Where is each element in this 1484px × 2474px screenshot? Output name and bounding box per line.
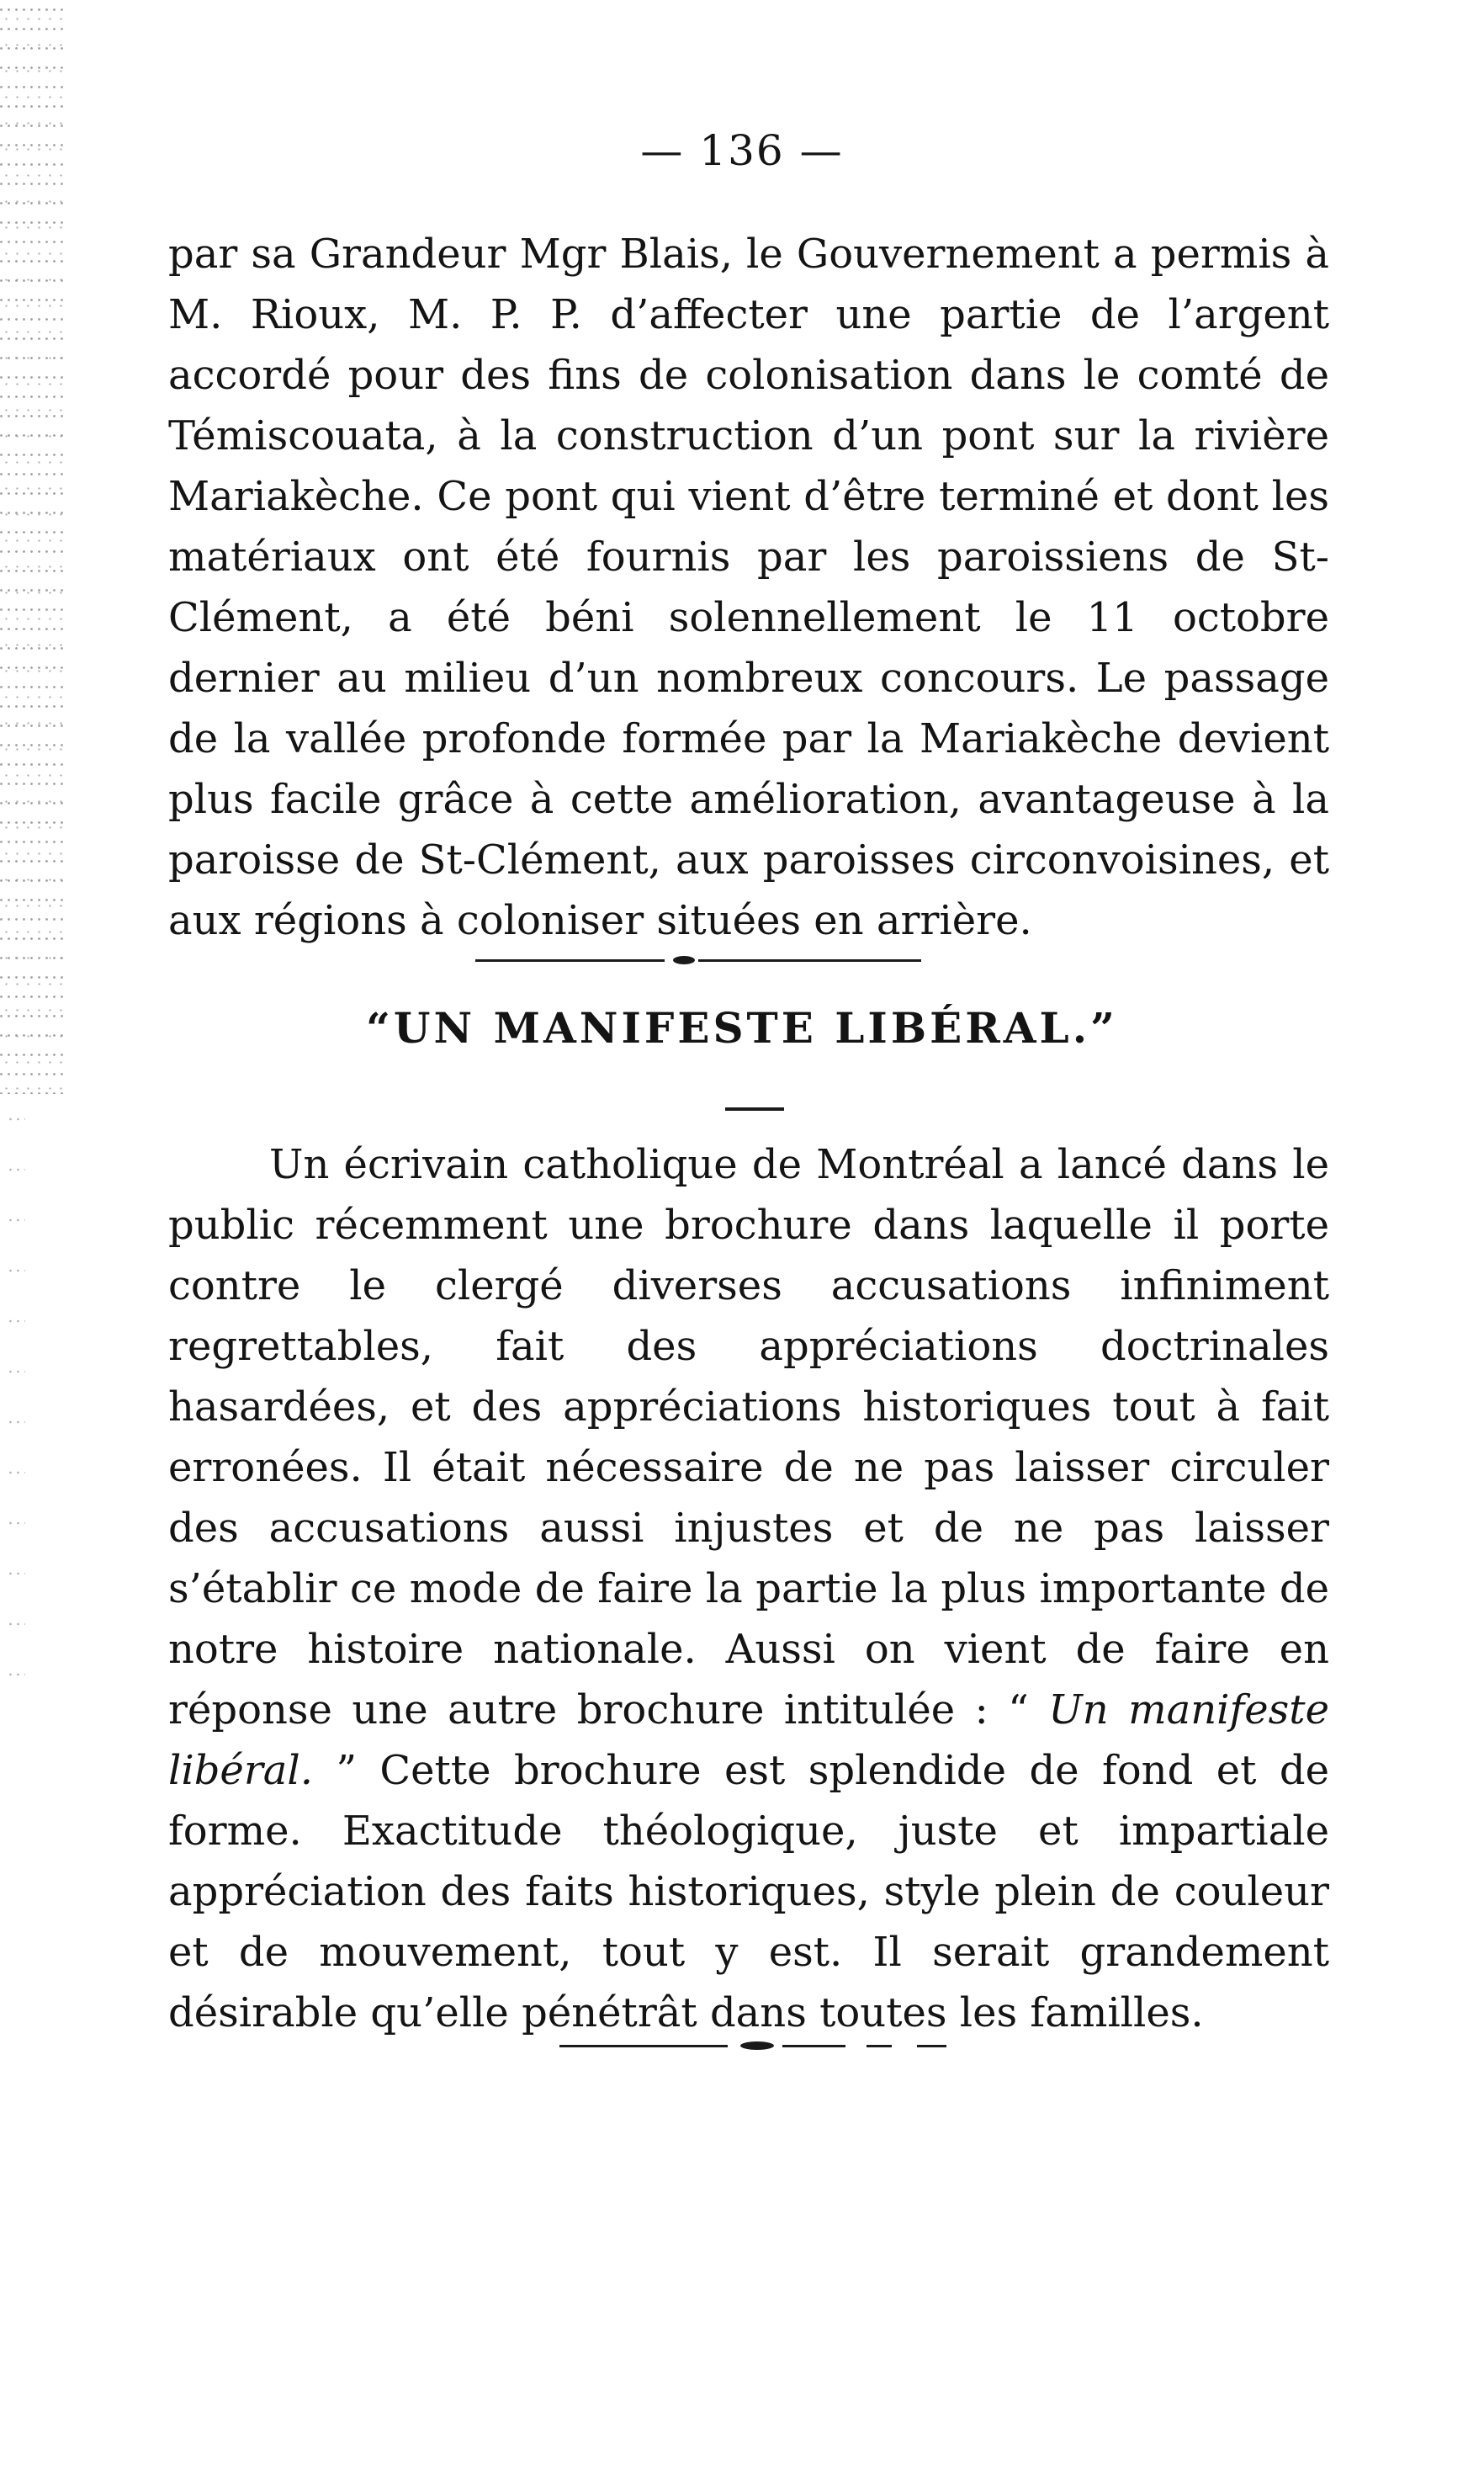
brochure-title: Un manifeste libéral. [168,1686,1329,1794]
paragraph-colonisation-bridge: par sa Grandeur Mgr Blais, le Gouvernement a permis à M. Rioux, M. P. P. d’affecter une partie de l’argent accordé pour des fins de colonisation dans le comté de Témiscouata, à la construction d’un pont sur la rivière Mariakèche. Ce pont qui vient d’être terminé et dont les matériaux ont été fournis par les paroissiens de St-Clément, a été béni solennellement le 11 octobre dernier au milieu d’un nombreux concours. Le passage de la vallée profonde formée par la Mariakèche devient plus facile grâce à cette amélioration, avantageuse à la paroisse de St-Clément, aux paroisses circonvoisines, et aux régions à coloniser situées en arrière. [168,231,1329,944]
closing-divider-dash-2 [917,2045,946,2047]
closing-divider-ornament [740,2041,774,2050]
closing-divider-left [559,2045,728,2047]
paragraph-manifeste-liberal [168,1134,1329,2043]
page-number: — 136 — [640,126,844,175]
paragraph2-text-before-title: Un écrivain catholique de Montréal a lancé dans le public récemment une brochure dans laquelle il porte contre le clergé diverses accusations infiniment regrettables, fait des appréciations doctrinales hasardées, et des appréciations historiques tout à fait erronées. Il était nécessaire de ne pas laisser circuler des accusations aussi injustes et de ne pas laisser s’établir ce mode de faire la partie la plus importante de notre histoire nationale. Aussi on vient de faire en réponse une autre brochure intitulée : “ [168,1141,1329,1733]
divider-left-rule [475,959,665,962]
divider-right-rule [698,959,921,962]
paragraph2-text-after-title: ” Cette brochure est splendide de fond et de forme. Exactitude théologique, juste et impartiale appréciation des faits historiques, style plein de couleur et de mouvement, tout y est. Il serait grandement désirable qu’elle pénétrât dans toutes les familles. [168,1747,1329,2036]
section-heading: “UN MANIFESTE LIBÉRAL.” [366,1003,1118,1053]
closing-divider-mid [782,2045,845,2047]
scan-binding-edge-lower [7,1094,25,1683]
closing-divider-dash-1 [867,2045,892,2047]
heading-underline [725,1107,784,1111]
divider-ornament [673,956,695,964]
